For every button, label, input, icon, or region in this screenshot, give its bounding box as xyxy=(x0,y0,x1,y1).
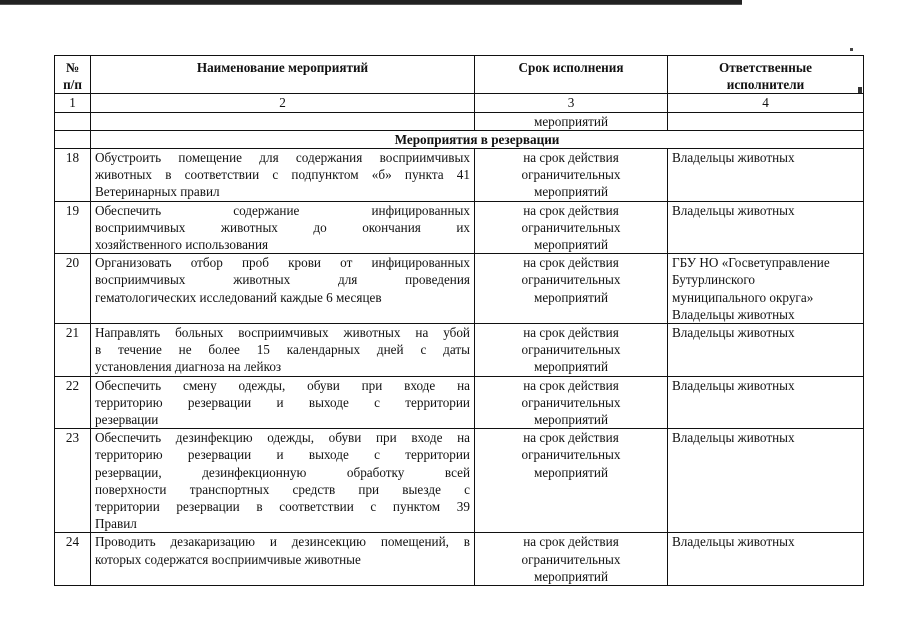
colnum-4: 4 xyxy=(668,94,864,112)
measure-name-line: территорию резервации и выходе с территории xyxy=(95,394,470,410)
measure-term-line: мероприятий xyxy=(533,289,609,305)
continuation-row xyxy=(55,112,864,130)
table-row xyxy=(55,429,864,533)
measure-responsible xyxy=(668,254,864,324)
measure-term-line: мероприятий xyxy=(533,568,609,584)
measure-responsible-line: Владельцы животных xyxy=(672,325,795,341)
section-row xyxy=(55,130,864,148)
measure-responsible xyxy=(668,324,864,377)
measure-name-line: Обустроить помещение для содержания восприимчивых xyxy=(95,150,470,166)
table-row xyxy=(55,324,864,377)
row-number: 18 xyxy=(55,149,91,202)
measure-responsible-line: Владельцы животных xyxy=(672,377,795,393)
measure-responsible-line: Владельцы животных xyxy=(672,534,795,550)
measure-name xyxy=(91,149,475,202)
header-term: Срок исполнения xyxy=(475,56,668,94)
measure-name-line: Обеспечить смену одежды, обуви при входе на xyxy=(95,377,470,393)
measure-term-line: ограничительных xyxy=(521,447,621,463)
measure-responsible-line: муниципального округа» xyxy=(672,289,814,305)
measure-name-line: установления диагноза на лейкоз xyxy=(95,359,282,375)
measure-name-line: территории резервации в соответствии с пунктом 39 xyxy=(95,499,470,515)
measure-name-line: Организовать отбор проб крови от инфицированных xyxy=(95,255,470,271)
measure-term xyxy=(475,201,668,254)
measure-term-line: ограничительных xyxy=(521,394,621,410)
measure-term-line: на срок действия xyxy=(523,255,619,271)
row-number: 19 xyxy=(55,201,91,254)
measure-responsible xyxy=(668,429,864,533)
row-number: 23 xyxy=(55,429,91,533)
header-row xyxy=(55,56,864,94)
scan-mark xyxy=(850,48,853,51)
measure-name xyxy=(91,376,475,429)
row-number: 21 xyxy=(55,324,91,377)
column-number-row xyxy=(55,94,864,112)
measure-name-line: территорию резервации и выходе с территории xyxy=(95,447,470,463)
measure-term-line: на срок действия xyxy=(523,325,619,341)
measure-responsible xyxy=(668,533,864,586)
measure-term-line: на срок действия xyxy=(523,202,619,218)
continuation-term: мероприятий xyxy=(475,112,668,130)
measure-responsible-line: Владельцы животных xyxy=(672,430,795,446)
measure-responsible-line: Владельцы животных xyxy=(672,306,795,322)
measure-name-line: Обеспечить содержание инфицированных xyxy=(95,202,470,218)
measure-term-line: мероприятий xyxy=(533,412,609,428)
measure-name-line: животных в соответствии с подпунктом «б» пункта 41 xyxy=(95,167,470,183)
measure-term xyxy=(475,324,668,377)
measures-table xyxy=(54,55,864,586)
measure-name-line: которых содержатся восприимчивые животные xyxy=(95,551,361,567)
measure-name-line: поверхности транспортных средств при выезде с xyxy=(95,481,470,497)
colnum-1: 1 xyxy=(55,94,91,112)
measure-term xyxy=(475,429,668,533)
measure-term-line: ограничительных xyxy=(521,551,621,567)
measure-name-line: хозяйственного использования xyxy=(95,237,269,253)
continuation-num xyxy=(55,112,91,130)
measure-term-line: на срок действия xyxy=(523,430,619,446)
row-number: 22 xyxy=(55,376,91,429)
measure-name xyxy=(91,254,475,324)
measure-responsible xyxy=(668,149,864,202)
measure-name xyxy=(91,533,475,586)
table-row xyxy=(55,201,864,254)
colnum-3: 3 xyxy=(475,94,668,112)
measure-name-line: восприимчивых животных для проведения xyxy=(95,272,470,288)
measure-term-line: ограничительных xyxy=(521,219,621,235)
measure-responsible-line: ГБУ НО «Госветуправление xyxy=(672,255,830,271)
measure-term-line: ограничительных xyxy=(521,272,621,288)
measure-name-line: Ветеринарных правил xyxy=(95,184,220,200)
measure-name-line: Проводить дезакаризацию и дезинсекцию помещений, в xyxy=(95,534,470,550)
section-title: Мероприятия в резервации xyxy=(91,130,864,148)
measure-name xyxy=(91,324,475,377)
measure-responsible xyxy=(668,376,864,429)
measure-name xyxy=(91,429,475,533)
measure-responsible xyxy=(668,201,864,254)
measure-term xyxy=(475,533,668,586)
measure-term-line: на срок действия xyxy=(523,534,619,550)
colnum-2: 2 xyxy=(91,94,475,112)
measure-term xyxy=(475,376,668,429)
measure-responsible-line: Владельцы животных xyxy=(672,202,795,218)
measure-term-line: на срок действия xyxy=(523,377,619,393)
table-row xyxy=(55,533,864,586)
top-rule-thin xyxy=(0,4,742,5)
measure-term-line: ограничительных xyxy=(521,342,621,358)
measure-term-line: мероприятий xyxy=(533,359,609,375)
section-num xyxy=(55,130,91,148)
measure-name-line: гематологических исследований каждые 6 месяцев xyxy=(95,289,382,305)
header-num: № п/п xyxy=(55,56,91,94)
measure-name-line: Направлять больных восприимчивых животных на убой xyxy=(95,325,470,341)
continuation-name xyxy=(91,112,475,130)
measure-name xyxy=(91,201,475,254)
measure-name-line: в течение не более 15 календарных дней с даты xyxy=(95,342,470,358)
measure-name-line: Обеспечить дезинфекцию одежды, обуви при входе на xyxy=(95,430,470,446)
measure-term-line: ограничительных xyxy=(521,167,621,183)
measure-responsible-line: Владельцы животных xyxy=(672,150,795,166)
measure-term-line: на срок действия xyxy=(523,150,619,166)
measure-term xyxy=(475,149,668,202)
measure-term-line: мероприятий xyxy=(533,237,609,253)
measure-name-line: Правил xyxy=(95,516,137,532)
table-row xyxy=(55,254,864,324)
measure-name-line: восприимчивых животных до окончания их xyxy=(95,219,470,235)
continuation-resp xyxy=(668,112,864,130)
measure-term-line: мероприятий xyxy=(533,464,609,480)
table-row xyxy=(55,376,864,429)
table-row xyxy=(55,149,864,202)
measure-term xyxy=(475,254,668,324)
row-number: 20 xyxy=(55,254,91,324)
measure-name-line: резервации, дезинфекционную обработку всей xyxy=(95,464,470,480)
measure-name-line: резервации xyxy=(95,412,159,428)
measure-term-line: мероприятий xyxy=(533,184,609,200)
header-name: Наименование мероприятий xyxy=(91,56,475,94)
row-number: 24 xyxy=(55,533,91,586)
measure-responsible-line: Бутурлинского xyxy=(672,272,755,288)
header-resp: Ответственные исполнители xyxy=(668,56,864,94)
